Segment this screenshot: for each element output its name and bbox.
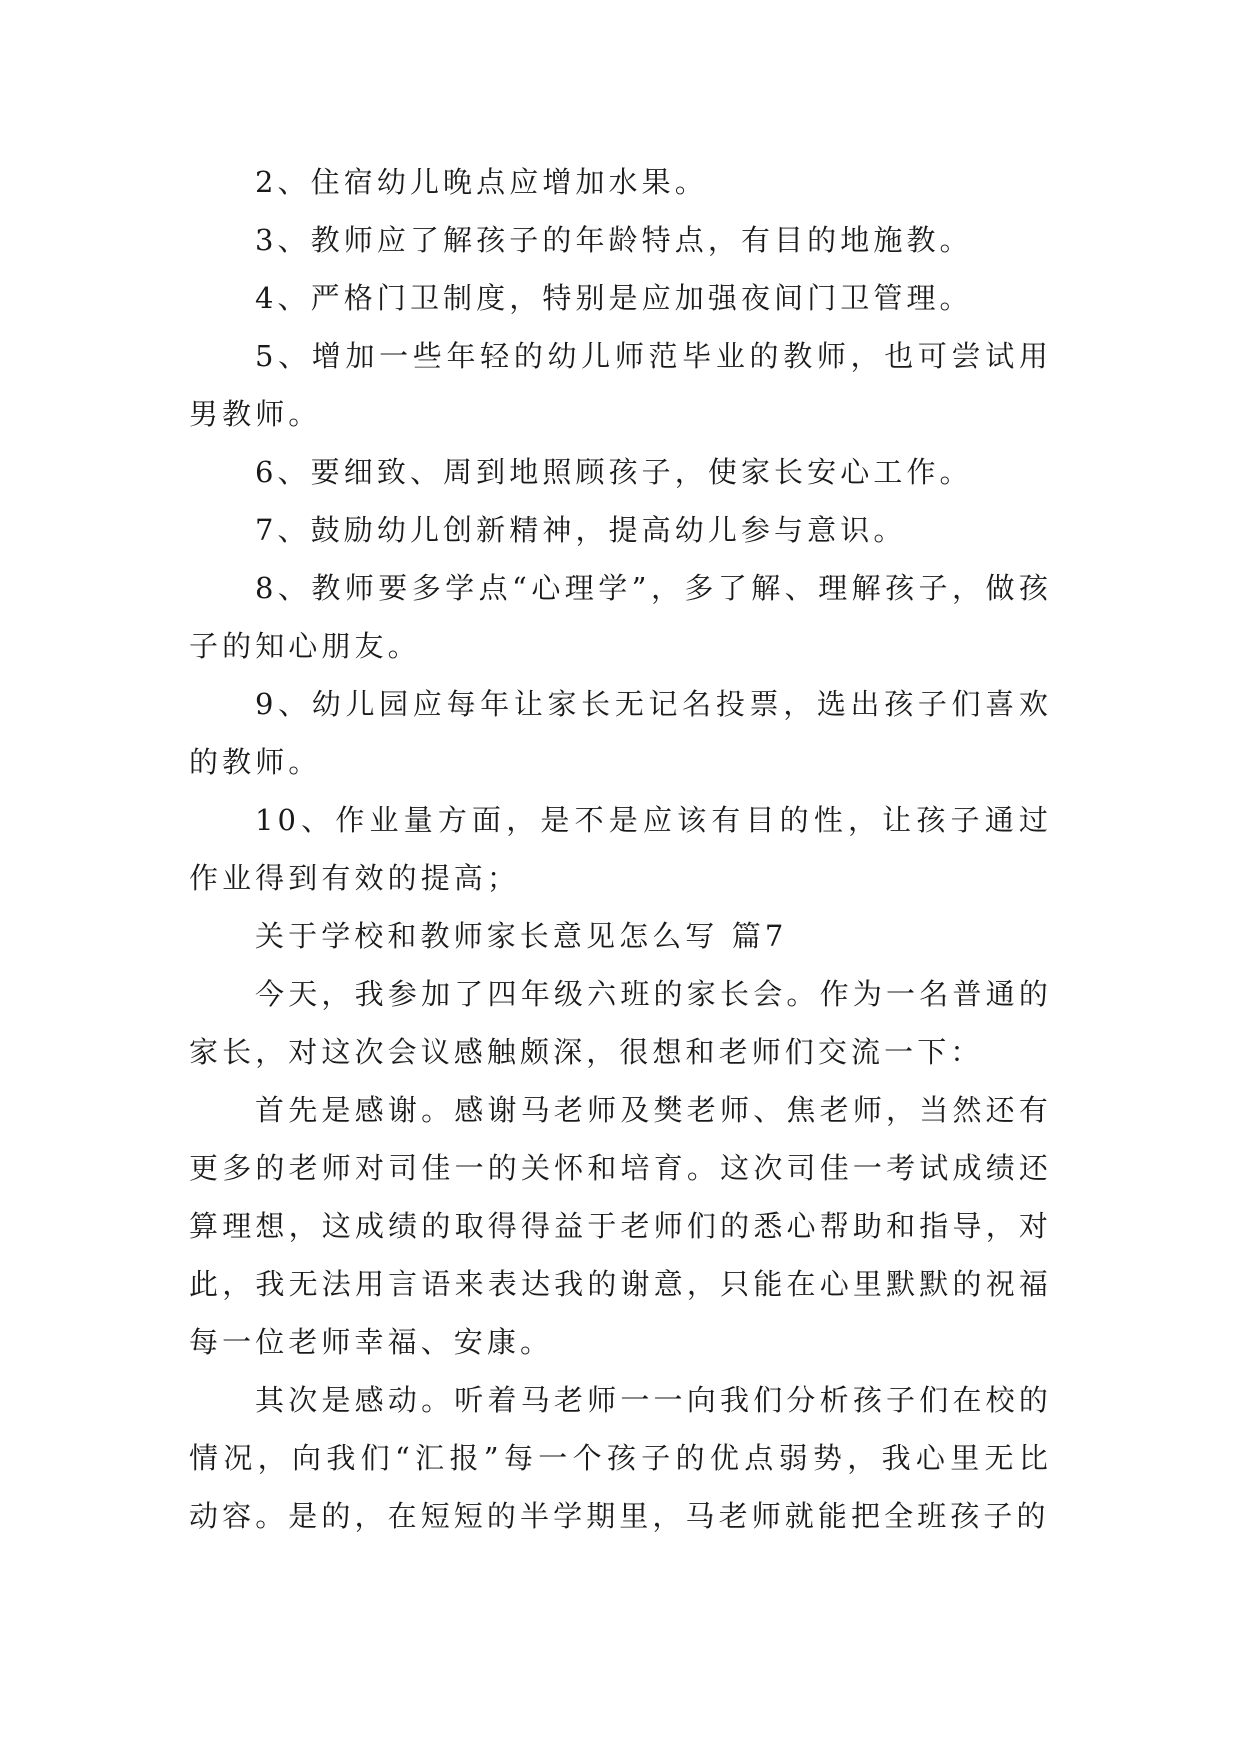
paragraph-item-10: 10、作业量方面，是不是应该有目的性，让孩子通过作业得到有效的提高；: [189, 803, 1052, 895]
document-body: [189, 153, 1052, 1545]
section-heading: 关于学校和教师家长意见怎么写 篇7: [255, 919, 788, 953]
paragraph-intro: 今天，我参加了四年级六班的家长会。作为一名普通的家长，对这次会议感触颇深，很想和老师们交流一下：: [189, 977, 1052, 1069]
paragraph-item-3: 3、教师应了解孩子的年龄特点，有目的地施教。: [255, 223, 973, 257]
paragraph-item-8: 8、教师要多学点“心理学”，多了解、理解孩子，做孩子的知心朋友。: [189, 571, 1052, 663]
paragraph-item-4: 4、严格门卫制度，特别是应加强夜间门卫管理。: [255, 281, 973, 315]
paragraph-item-9: 9、幼儿园应每年让家长无记名投票，选出孩子们喜欢的教师。: [189, 687, 1052, 779]
paragraph-item-7: 7、鼓励幼儿创新精神，提高幼儿参与意识。: [255, 513, 907, 547]
paragraph-item-5: 5、增加一些年轻的幼儿师范毕业的教师，也可尝试用男教师。: [189, 339, 1052, 431]
paragraph-moved: 其次是感动。听着马老师一一向我们分析孩子们在校的情况，向我们“汇报”每一个孩子的优点弱势，我心里无比动容。是的，在短短的半学期里，马老师就能把全班孩子的: [189, 1383, 1052, 1533]
paragraph-item-6: 6、要细致、周到地照顾孩子，使家长安心工作。: [255, 455, 973, 489]
paragraph-item-2: 2、住宿幼儿晚点应增加水果。: [255, 165, 708, 199]
paragraph-thanks: 首先是感谢。感谢马老师及樊老师、焦老师，当然还有更多的老师对司佳一的关怀和培育。这次司佳一考试成绩还算理想，这成绩的取得得益于老师们的悉心帮助和指导，对此，我无法用言语来表达我的谢意，只能在心里默默的祝福每一位老师幸福、安康。: [189, 1093, 1052, 1359]
